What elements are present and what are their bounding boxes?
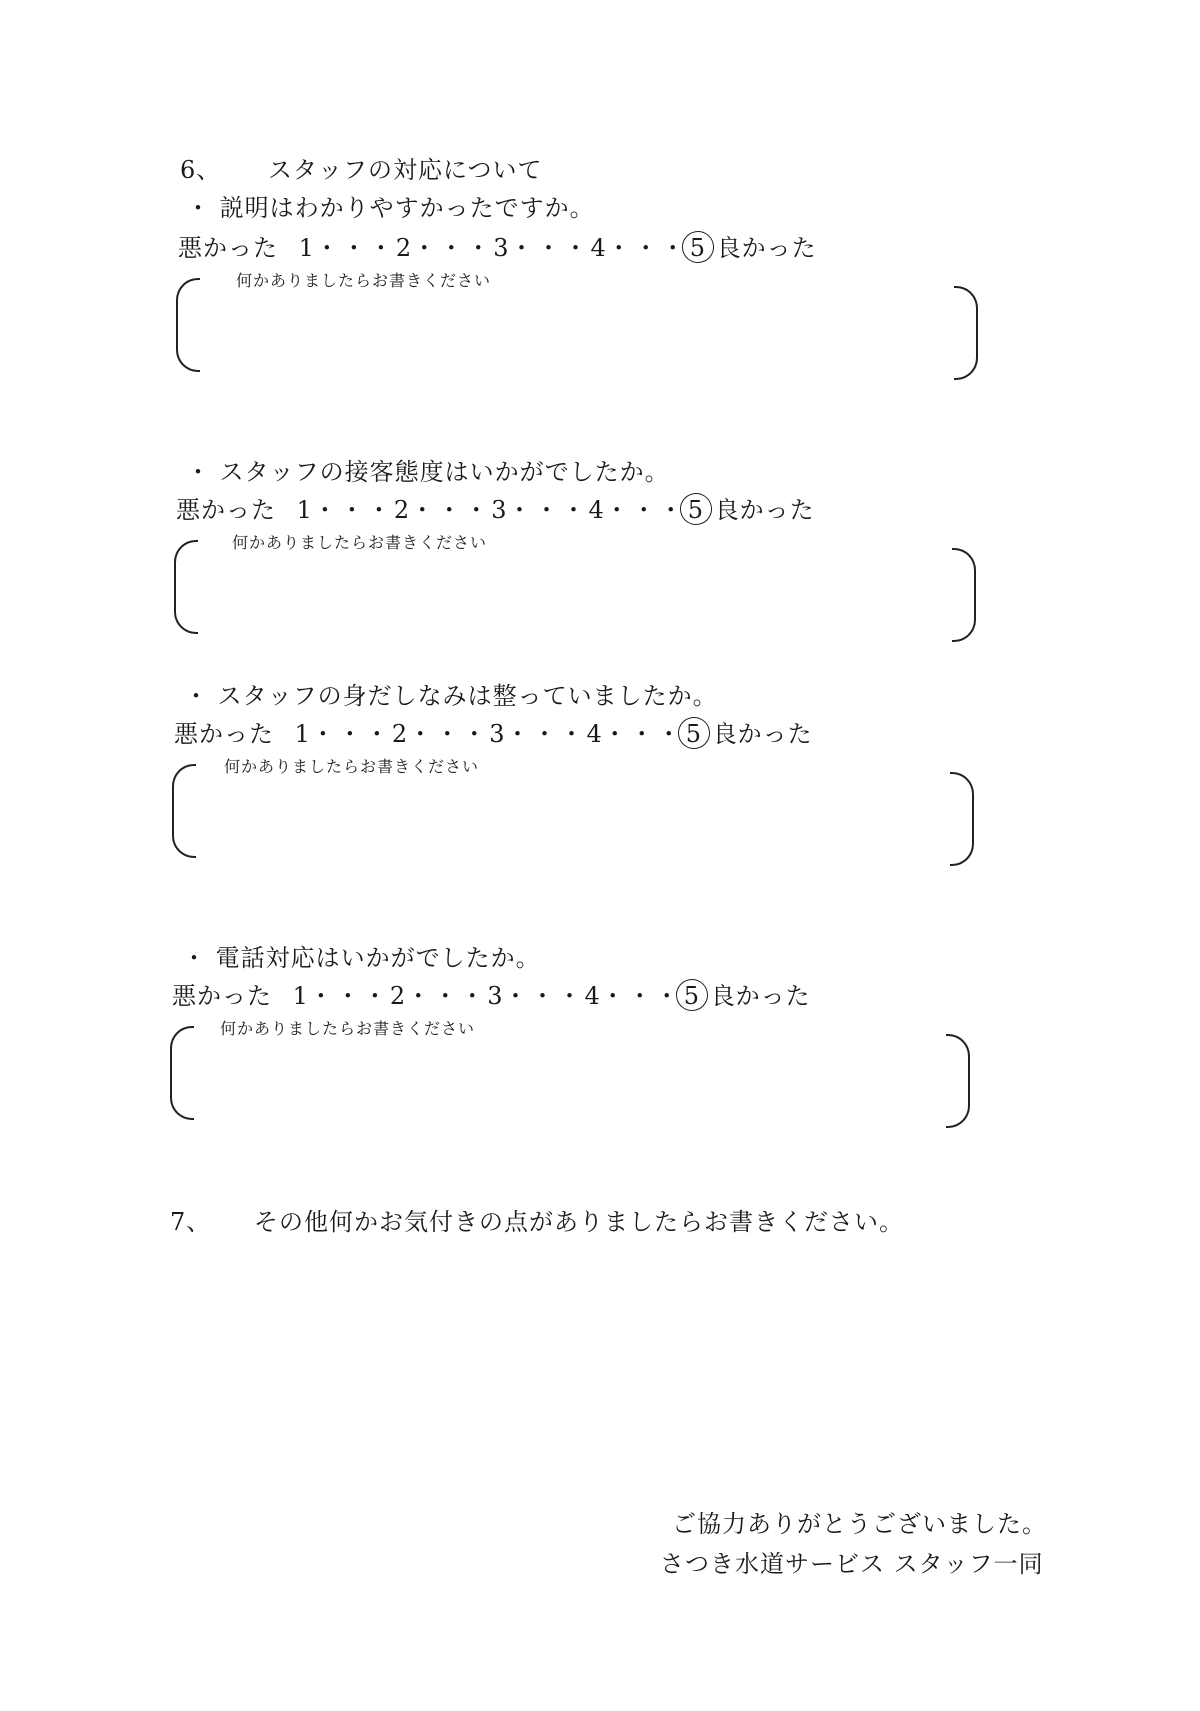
rating-scale-1[interactable] <box>178 228 817 263</box>
section-6-number: 6、 <box>180 156 222 184</box>
section-7-comment-area[interactable] <box>170 1250 1030 1450</box>
scale-separator: ・・・ <box>406 982 488 1010</box>
scale-option-1[interactable]: 1 <box>294 720 311 748</box>
comment-box-right-bracket <box>950 772 974 866</box>
scale-separator: ・・・ <box>602 720 684 748</box>
scale-option-5-selected[interactable]: 5 <box>687 496 705 524</box>
scale-option-2[interactable]: 2 <box>393 496 411 524</box>
scale-separator: ・・・ <box>505 720 587 748</box>
comment-hint: 何かありましたらお書きください <box>224 757 480 776</box>
scale-low-label: 悪かった <box>178 234 278 262</box>
scale-option-4[interactable]: 4 <box>584 982 601 1010</box>
comment-box-1[interactable] <box>200 290 950 370</box>
comment-box-left-bracket <box>176 278 200 372</box>
scale-separator: ・・・ <box>308 982 390 1010</box>
comment-hint: 何かありましたらお書きください <box>236 271 492 290</box>
scale-option-4[interactable]: 4 <box>588 496 605 524</box>
section-7-number: 7、 <box>170 1208 212 1236</box>
scale-separator: ・・・ <box>604 496 686 524</box>
scale-separator: ・・・ <box>412 234 494 262</box>
question-text: スタッフの接客態度はいかがでしたか。 <box>219 458 670 486</box>
scale-high-label: 良かった <box>716 234 817 262</box>
scale-option-3[interactable]: 3 <box>487 982 504 1010</box>
scale-option-3[interactable]: 3 <box>489 720 506 748</box>
question-bullet: ・ <box>186 458 211 486</box>
comment-box-4[interactable] <box>194 1038 944 1118</box>
question-text: スタッフの身だしなみは整っていましたか。 <box>217 682 718 710</box>
scale-option-5-selected[interactable]: 5 <box>683 982 701 1010</box>
scale-separator: ・・・ <box>606 234 688 262</box>
comment-box-right-bracket <box>954 286 978 380</box>
scale-high-label: 良かった <box>712 720 813 748</box>
rating-scale-4[interactable] <box>172 976 811 1011</box>
scale-separator: ・・・ <box>312 496 394 524</box>
question-bullet: ・ <box>182 944 207 972</box>
question-bullet: ・ <box>184 682 209 710</box>
scale-low-label: 悪かった <box>174 720 274 748</box>
scale-option-2[interactable]: 2 <box>395 234 413 262</box>
question-bullet: ・ <box>186 194 211 222</box>
scale-option-3[interactable]: 3 <box>493 234 510 262</box>
comment-hint: 何かありましたらお書きください <box>220 1019 476 1038</box>
comment-box-right-bracket <box>952 548 976 642</box>
comment-box-2[interactable] <box>198 552 948 632</box>
comment-box-left-bracket <box>170 1026 194 1120</box>
scale-option-3[interactable]: 3 <box>491 496 508 524</box>
comment-box-left-bracket <box>172 764 196 858</box>
question-2 <box>186 452 670 487</box>
section-6-title: スタッフの対応について <box>268 156 543 184</box>
comment-hint: 何かありましたらお書きください <box>232 533 488 552</box>
scale-option-4[interactable]: 4 <box>590 234 607 262</box>
scale-option-1[interactable]: 1 <box>298 234 315 262</box>
rating-scale-2[interactable] <box>176 490 815 525</box>
scale-separator: ・・・ <box>503 982 585 1010</box>
comment-box-left-bracket <box>174 540 198 634</box>
scale-option-2[interactable]: 2 <box>391 720 409 748</box>
question-4 <box>182 938 541 973</box>
signature: さつき水道サービス スタッフ一同 <box>660 1550 1044 1578</box>
scale-option-2[interactable]: 2 <box>389 982 407 1010</box>
scale-option-5-selected[interactable]: 5 <box>685 720 703 748</box>
scale-low-label: 悪かった <box>176 496 276 524</box>
section-6-heading <box>180 150 221 185</box>
scale-separator: ・・・ <box>408 720 490 748</box>
comment-box-3[interactable] <box>196 776 946 856</box>
question-text: 説明はわかりやすかったですか。 <box>219 194 595 222</box>
scale-separator: ・・・ <box>509 234 591 262</box>
scale-separator: ・・・ <box>507 496 589 524</box>
scale-high-label: 良かった <box>710 982 811 1010</box>
question-3 <box>184 676 718 711</box>
scale-option-4[interactable]: 4 <box>586 720 603 748</box>
scale-separator: ・・・ <box>410 496 492 524</box>
scale-high-label: 良かった <box>714 496 815 524</box>
scale-separator: ・・・ <box>310 720 392 748</box>
question-text: 電話対応はいかがでしたか。 <box>215 944 541 972</box>
scale-low-label: 悪かった <box>172 982 272 1010</box>
scale-option-1[interactable]: 1 <box>296 496 313 524</box>
rating-scale-3[interactable] <box>174 714 813 749</box>
comment-box-right-bracket <box>946 1034 970 1128</box>
thanks-message: ご協力ありがとうございました。 <box>672 1510 1047 1538</box>
scale-separator: ・・・ <box>600 982 682 1010</box>
scale-option-1[interactable]: 1 <box>292 982 309 1010</box>
question-1 <box>186 188 595 223</box>
scale-option-5-selected[interactable]: 5 <box>689 234 707 262</box>
scale-separator: ・・・ <box>314 234 396 262</box>
section-7-title: その他何かお気付きの点がありましたらお書きください。 <box>254 1208 904 1236</box>
